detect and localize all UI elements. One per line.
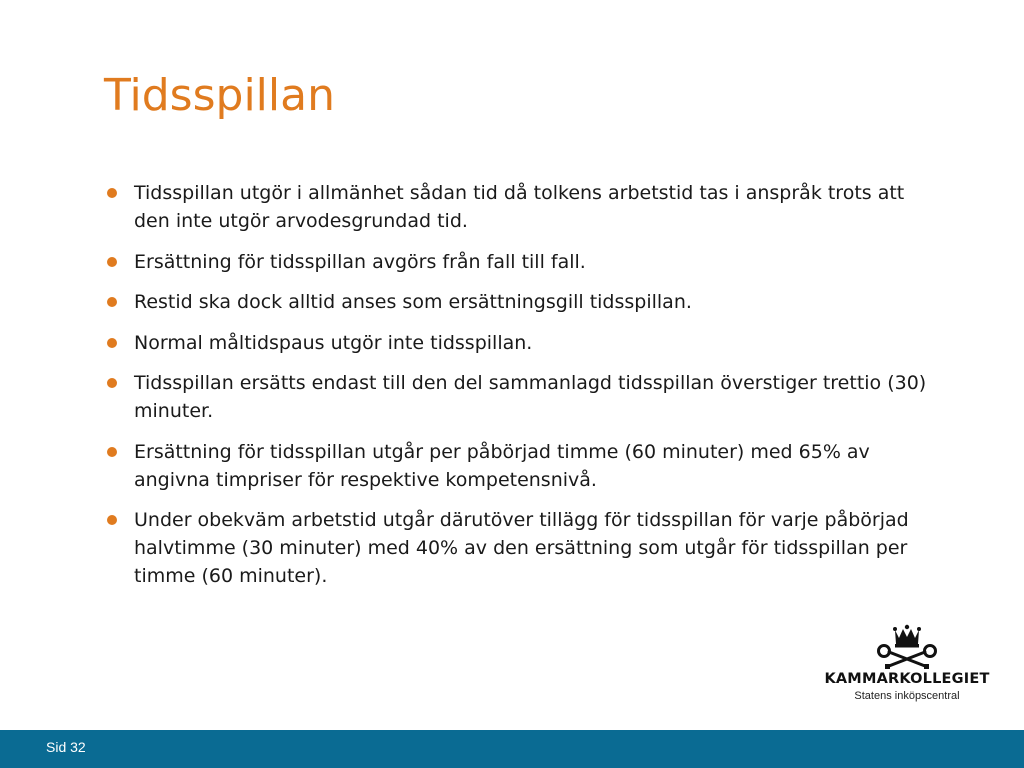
bullet-text: Restid ska dock alltid anses som ersättningsgill tidsspillan. xyxy=(134,291,692,313)
bullet-dot-icon xyxy=(107,188,117,198)
bullet-dot-icon xyxy=(107,338,117,348)
bullet-text: Ersättning för tidsspillan utgår per påbörjad timme (60 minuter) med 65% av angivna timpriser för respektive kompetensnivå. xyxy=(134,440,870,491)
bullet-text: Tidsspillan utgör i allmänhet sådan tid då tolkens arbetstid tas i anspråk trots att den inte utgör arvodesgrundad tid. xyxy=(134,182,905,232)
bullet-item xyxy=(104,179,944,235)
bullet-item xyxy=(104,369,944,425)
bullet-dot-icon xyxy=(107,447,117,457)
bullet-dot-icon xyxy=(107,297,117,307)
footer-bar xyxy=(0,730,1024,768)
bullet-item xyxy=(104,329,944,357)
crown-keys-icon xyxy=(875,624,939,670)
slide-title: Tidsspillan xyxy=(104,70,335,121)
logo-name: KAMMARKOLLEGIET xyxy=(824,671,990,687)
bullet-dot-icon xyxy=(107,378,117,388)
bullet-item xyxy=(104,248,944,276)
bullet-list xyxy=(104,179,944,603)
bullet-item xyxy=(104,506,944,590)
bullet-dot-icon xyxy=(107,515,117,525)
bullet-dot-icon xyxy=(107,257,117,267)
bullet-text: Under obekväm arbetstid utgår därutöver tillägg för tidsspillan för varje påbörjad halvtimme (30 minuter) med 40% av den ersättning som utgår för tidsspillan per timme (60 minuter). xyxy=(134,509,909,587)
logo-subtitle: Statens inköpscentral xyxy=(854,690,960,702)
bullet-text: Ersättning för tidsspillan avgörs från fall till fall. xyxy=(134,250,586,273)
bullet-item xyxy=(104,288,944,316)
kammarkollegiet-logo xyxy=(822,624,992,710)
page-number: Sid 32 xyxy=(46,739,86,755)
bullet-text: Normal måltidspaus utgör inte tidsspillan. xyxy=(134,331,533,354)
bullet-item xyxy=(104,438,944,494)
bullet-text: Tidsspillan ersätts endast till den del sammanlagd tidsspillan överstiger trettio (30) minuter. xyxy=(134,372,927,422)
